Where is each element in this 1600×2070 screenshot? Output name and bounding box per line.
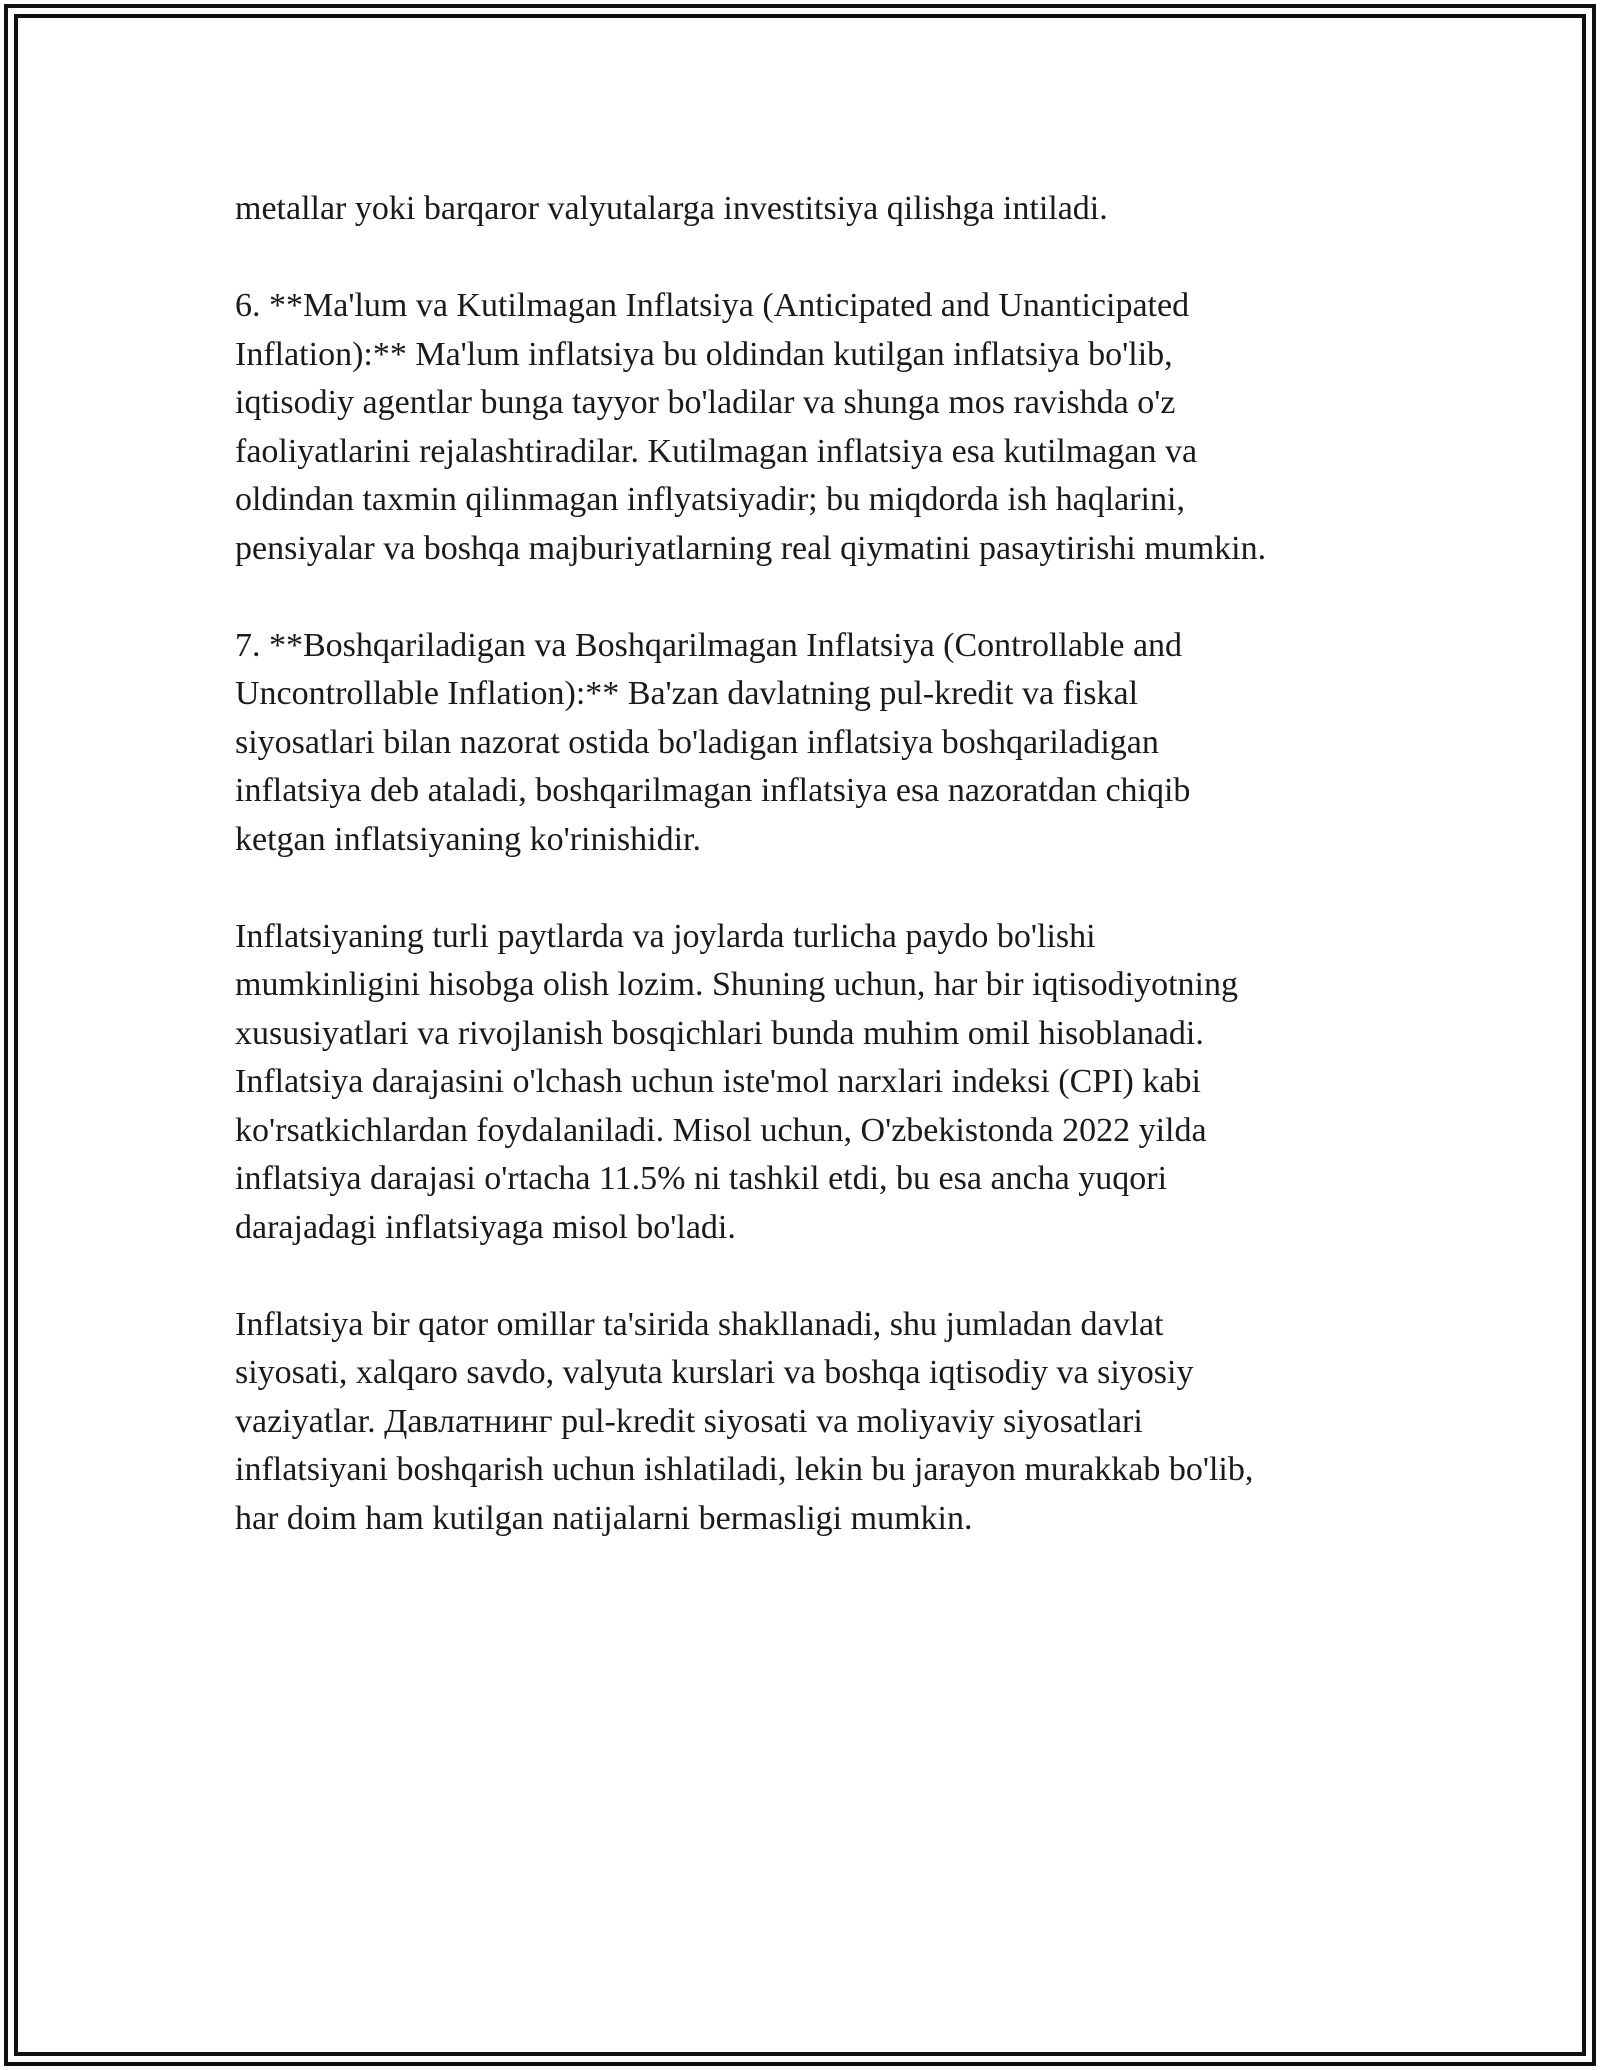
document-body	[235, 185, 1375, 1592]
paragraph-continuation: metallar yoki barqaror valyutalarga investitsiya qilishga intiladi.	[235, 190, 1108, 227]
paragraph-inflation-factors: Inflatsiya bir qator omillar ta'sirida shakllanadi, shu jumladan davlat siyosati, xalqaro savdo, valyuta kurslari va boshqa iqtisodiy va siyosiy vaziyatlar. Давлатнинг pul-kredit siyosati va moliyaviy siyosatlari inflatsiyani boshqarish uchun ishlatiladi, lekin bu jarayon murakkab bo'lib, har doim ham kutilgan natijalarni bermasligi mumkin.	[235, 1305, 1254, 1537]
paragraph-anticipated-inflation: 6. **Ma'lum va Kutilmagan Inflatsiya (Anticipated and Unanticipated Inflation):** Ma'lum inflatsiya bu oldindan kutilgan inflatsiya bo'lib, iqtisodiy agentlar bunga tayyor bo'ladilar va shunga mos ravishda o'z faoliyatlarini rejalashtiradilar. Kutilmagan inflatsiya esa kutilmagan va oldindan taxmin qilinmagan inflyatsiyadir; bu miqdorda ish haqlarini, pensiyalar va boshqa majburiyatlarning real qiymatini pasaytirishi mumkin.	[235, 287, 1267, 567]
paragraph-controllable-inflation: 7. **Boshqariladigan va Boshqarilmagan Inflatsiya (Controllable and Uncontrollable Inflation):** Ba'zan davlatning pul-kredit va fiskal siyosatlari bilan nazorat ostida bo'ladigan inflatsiya boshqariladigan inflatsiya deb ataladi, boshqarilmagan inflatsiya esa nazoratdan chiqib ketgan inflatsiyaning ko'rinishidir.	[235, 626, 1191, 858]
paragraph-inflation-measurement: Inflatsiyaning turli paytlarda va joylarda turlicha paydo bo'lishi mumkinligini hisobga olish lozim. Shuning uchun, har bir iqtisodiyotning xususiyatlari va rivojlanish bosqichlari bunda muhim omil hisoblanadi. Inflatsiya darajasini o'lchash uchun iste'mol narxlari indeksi (CPI) kabi ko'rsatkichlardan foydalaniladi. Misol uchun, O'zbekistonda 2022 yilda inflatsiya darajasi o'rtacha 11.5% ni tashkil etdi, bu esa ancha yuqori darajadagi inflatsiyaga misol bo'ladi.	[235, 917, 1238, 1246]
